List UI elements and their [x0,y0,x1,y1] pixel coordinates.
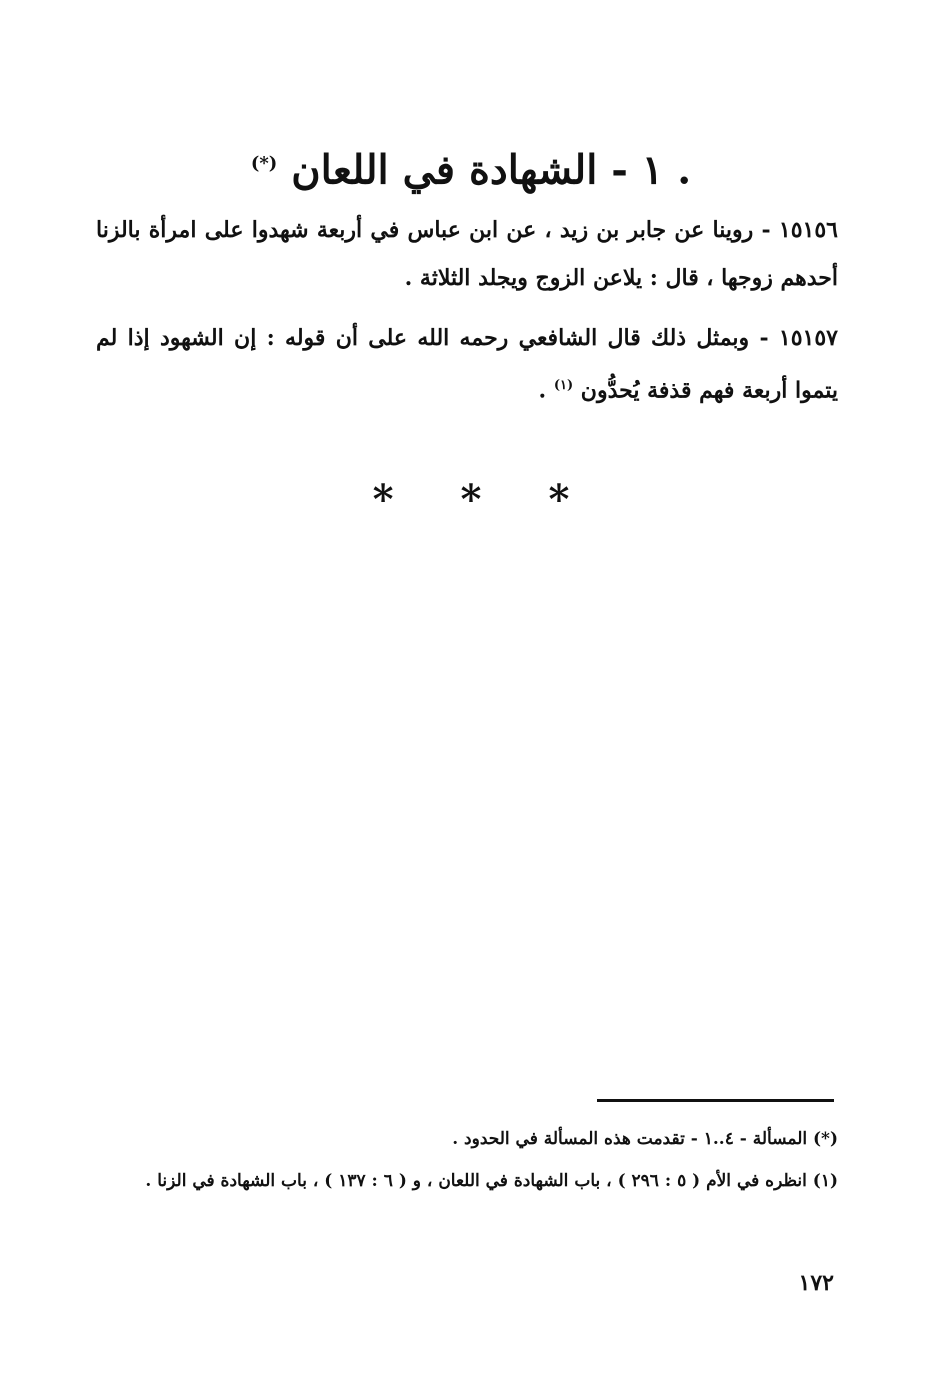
heading-footnote-marker: (*) [250,153,278,174]
paragraph-end: . [538,377,547,404]
footnote-text: (١) انظره في الأم ( ٥ : ٢٩٦ ) ، باب الشهادة في اللعان ، و ( ٦ : ١٣٧ ) ، باب الشهادة في الزنا . [145,1171,838,1191]
section-separator [0,476,942,523]
footnote-text: (*) المسألة - ٤..١ - تقدمت هذه المسألة في الحدود . [452,1129,838,1149]
page-number: ١٧٢ [798,1270,834,1296]
footnote-divider [597,1099,834,1102]
paragraph-15157 [96,314,838,414]
chapter-heading-text: . ١ - الشهادة في اللعان [291,146,692,194]
asterisk-icon: * [548,476,570,523]
asterisk-icon: * [372,476,394,523]
chapter-heading [120,138,822,196]
footnote-asterisk [96,1120,838,1158]
paragraph-text: ١٥١٥٦ - روينا عن جابر بن زيد ، عن ابن عباس في أربعة شهدوا على امرأة بالزنا أحدهم زوجها ، قال : يلاعن الزوج ويجلد الثلاثة . [96,217,838,291]
footnote-1 [96,1162,838,1200]
footnote-reference: (١) [553,378,574,393]
asterisk-icon: * [460,476,482,523]
paragraph-15156 [96,206,838,302]
paragraph-text: ١٥١٥٧ - وبمثل ذلك قال الشافعي رحمه الله على أن قوله : إن الشهود إذا لم يتموا أربعة فهم قذفة يُحدُّون [96,325,838,404]
